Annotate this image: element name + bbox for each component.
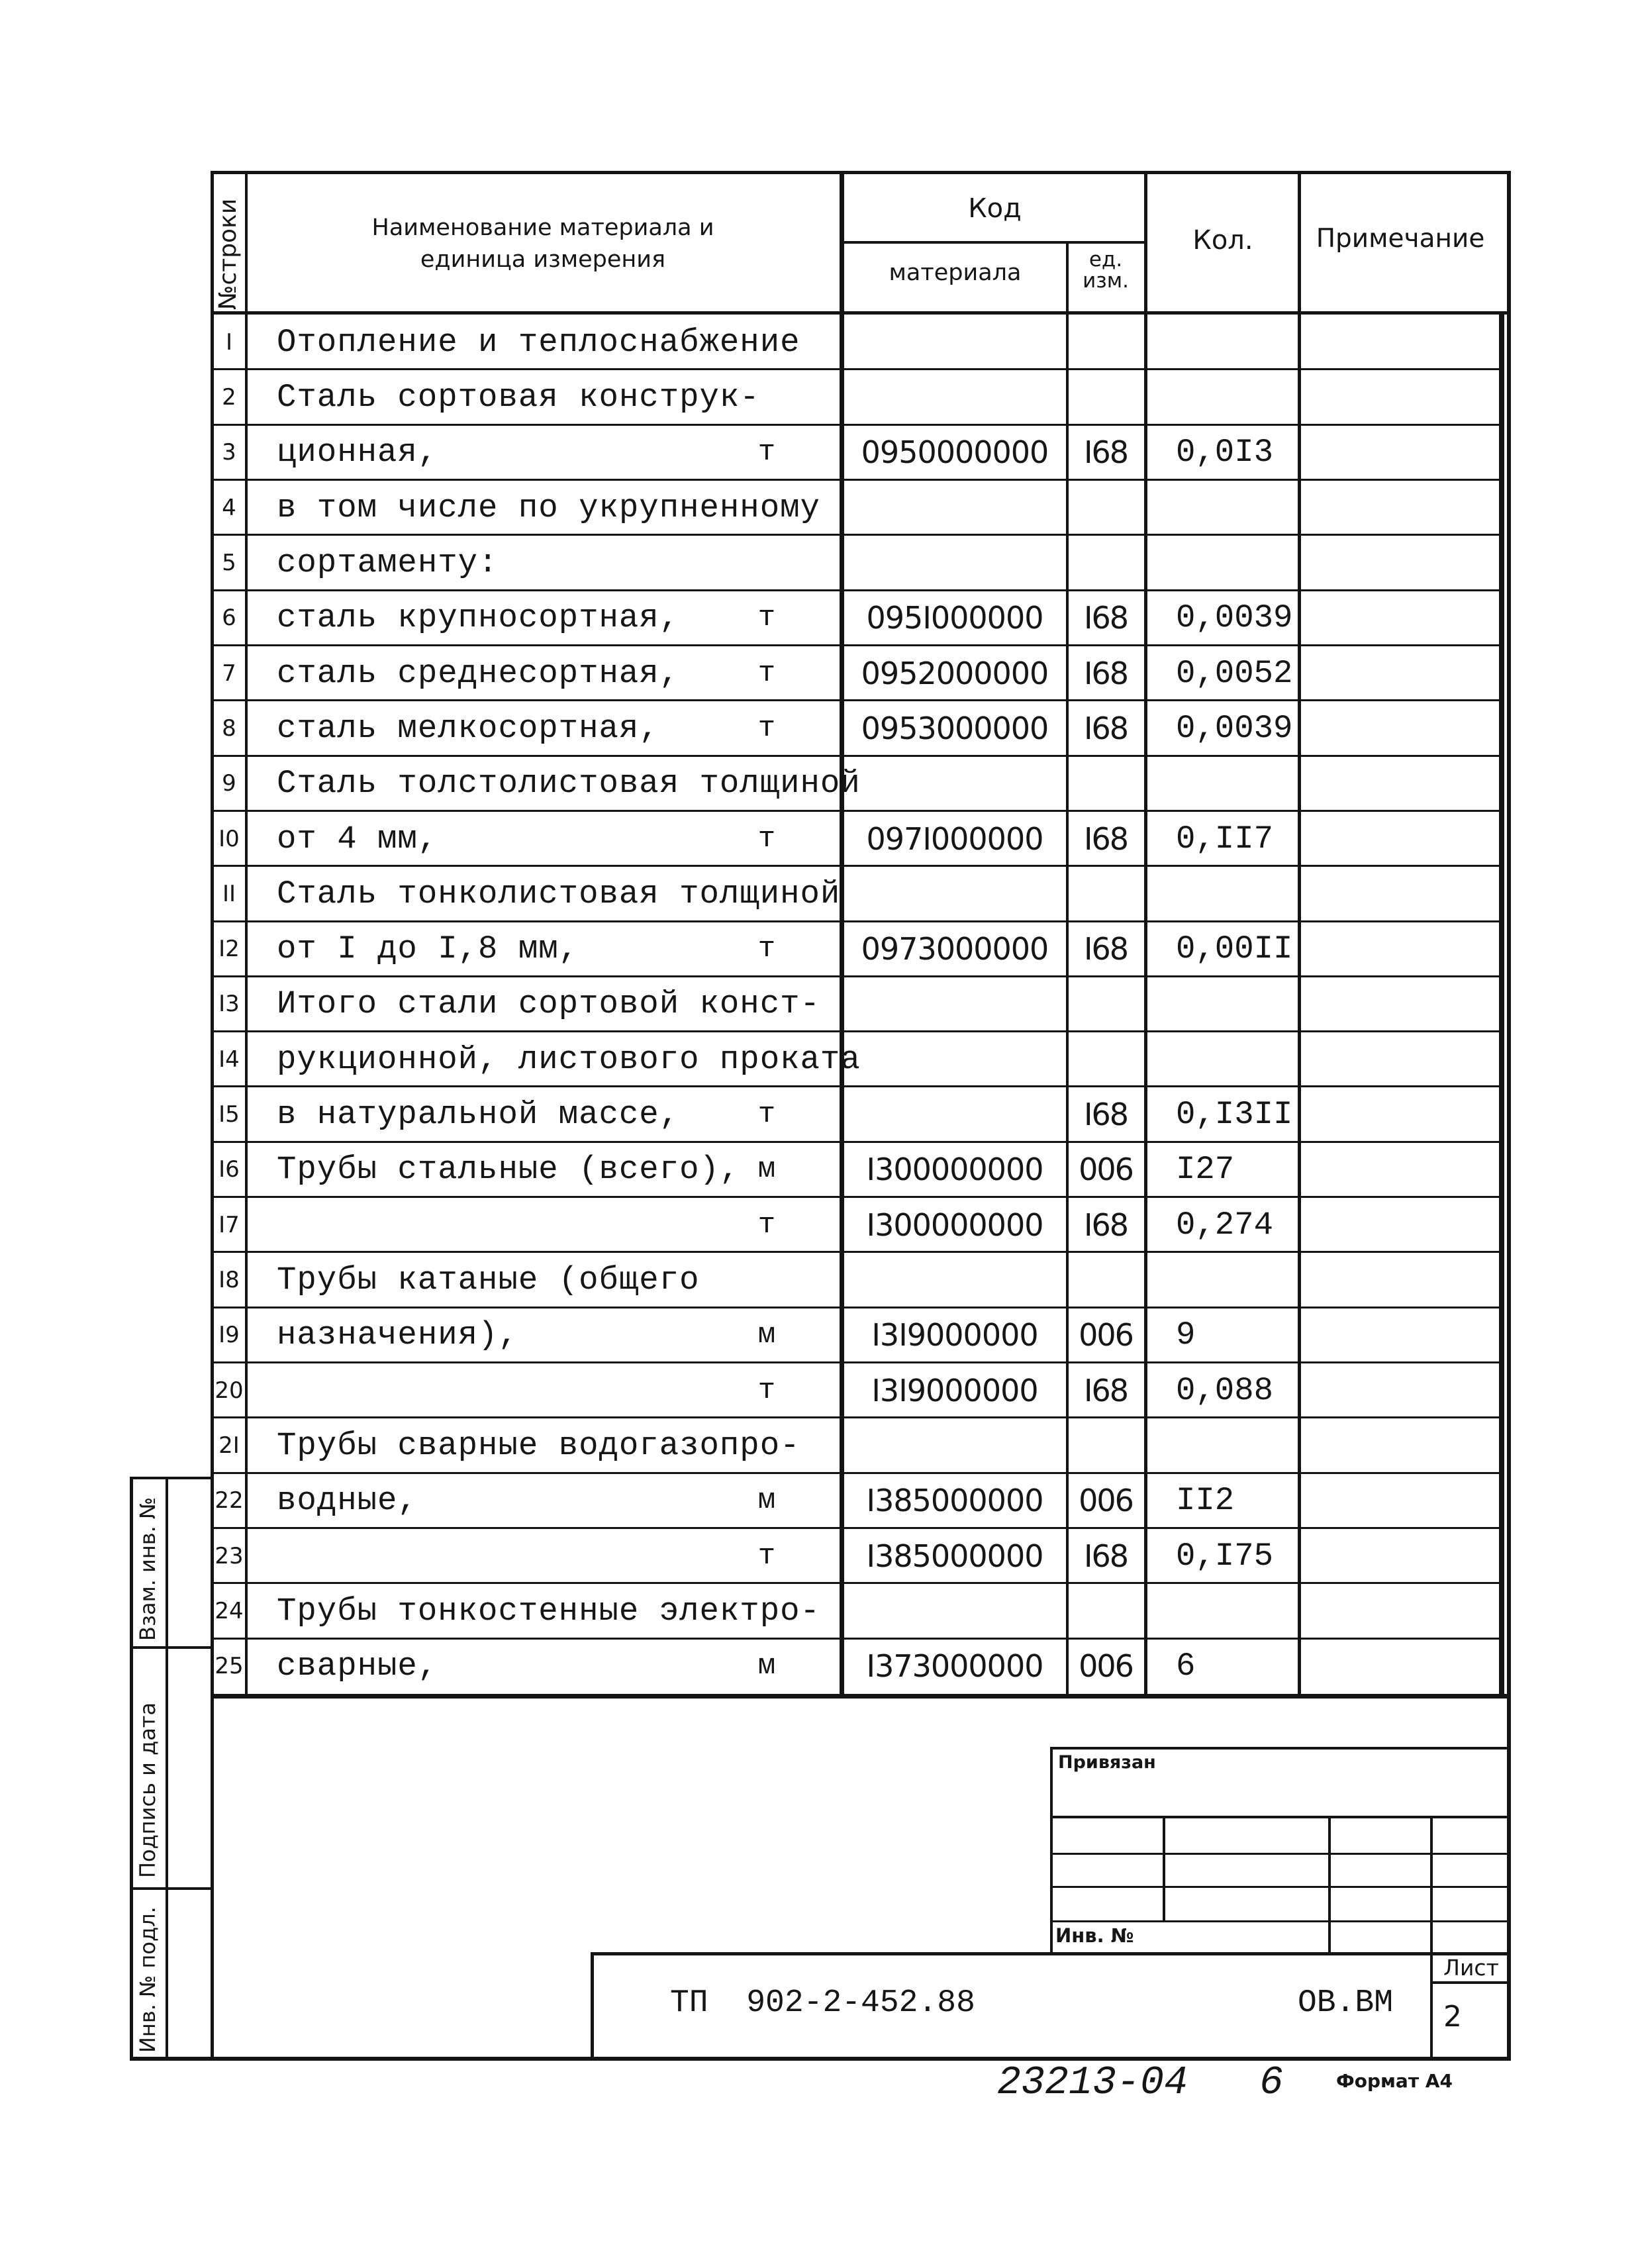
- material-name: [277, 1197, 820, 1252]
- material-name: Итого стали сортовой конст-: [277, 985, 820, 1023]
- quantity: [1176, 866, 1302, 921]
- stamp-col-2: [1328, 1816, 1331, 1952]
- material-name: Отопление и теплоснабжение: [277, 323, 800, 361]
- unit-label: [740, 1418, 793, 1473]
- material-code: [842, 1418, 1067, 1473]
- footer-handwritten-number: 23213-04 6: [997, 2061, 1284, 2106]
- material-name: Трубы катаные (общего: [277, 1261, 700, 1299]
- row-number: 6: [222, 605, 236, 632]
- material-name: сталь мелкосортная,: [277, 709, 659, 747]
- quantity: 6: [1176, 1648, 1196, 1685]
- sidebar-inner-line: [166, 1477, 168, 2061]
- row-number: 4: [222, 494, 236, 521]
- stamp-col-1: [1163, 1816, 1165, 1922]
- table-row: [0, 1473, 1642, 1528]
- unit-label: т: [757, 1098, 776, 1132]
- sidebar-inv-podl-label: Инв. № подл.: [135, 1906, 160, 2053]
- unit-label: [740, 1252, 793, 1307]
- quantity: [1176, 480, 1302, 535]
- table-row: [0, 1032, 1642, 1087]
- stamp-doc-code: ТП 902-2-452.88: [670, 1985, 975, 2021]
- unit-code: [1067, 315, 1144, 370]
- footer-format: Формат А4: [1336, 2070, 1453, 2092]
- unit-label: т: [757, 601, 776, 635]
- row-number: 9: [222, 770, 236, 797]
- unit-code: I68: [1083, 1097, 1128, 1133]
- row-number: I7: [218, 1211, 240, 1238]
- row-number: I2: [218, 936, 240, 963]
- unit-label: [740, 866, 793, 921]
- material-name: [277, 1528, 820, 1583]
- material-name: сортаменту:: [277, 544, 499, 581]
- material-code: [842, 315, 1067, 370]
- unit-label: м: [757, 1484, 776, 1518]
- row-number: I3: [218, 991, 240, 1018]
- row-number: I6: [218, 1156, 240, 1183]
- table-row: [0, 1197, 1642, 1252]
- table-row: [0, 756, 1642, 811]
- quantity: 0,0039: [1176, 599, 1293, 637]
- row-number: 20: [215, 1377, 244, 1404]
- stamp-inv-no: Инв. №: [1055, 1924, 1134, 1947]
- unit-code: I68: [1083, 710, 1128, 746]
- table-row: [0, 1528, 1642, 1583]
- material-name: рукционной, листового проката: [277, 1040, 861, 1078]
- stamp-sheet-label: Лист: [1443, 1955, 1499, 1981]
- stamp-mark: ОВ.ВМ: [1298, 1985, 1394, 2021]
- table-row: [0, 646, 1642, 701]
- material-name: Трубы стальные (всего),: [277, 1151, 740, 1189]
- sidebar-left-line: [130, 1477, 133, 2061]
- unit-code: I68: [1083, 820, 1128, 857]
- material-name: от I до I,8 мм,: [277, 930, 579, 968]
- header-code-unit-line2: изм.: [1083, 269, 1129, 293]
- stamp-sheet-sep: [1430, 1981, 1511, 1984]
- unit-label: [740, 535, 793, 590]
- header-name-line1: Наименование материала и: [371, 215, 714, 241]
- quantity: II2: [1176, 1482, 1235, 1520]
- sidebar-vzam-label: Взам. инв. №: [135, 1497, 160, 1641]
- row-number: I: [225, 328, 233, 356]
- material-code: [842, 1087, 1067, 1142]
- quantity: [1176, 315, 1302, 370]
- unit-label: т: [757, 656, 776, 690]
- header-note: Примечание: [1316, 224, 1485, 254]
- material-code: I3I9000000: [871, 1317, 1038, 1354]
- material-name: в том числе по укрупненному: [277, 489, 820, 526]
- material-code: [842, 1032, 1067, 1087]
- material-name: Трубы тонкостенные электро-: [277, 1593, 820, 1630]
- material-code: I373000000: [866, 1648, 1043, 1685]
- material-name: водные,: [277, 1482, 418, 1520]
- material-code: I3I9000000: [871, 1372, 1038, 1408]
- unit-code: 006: [1079, 1317, 1133, 1354]
- row-number: I4: [218, 1046, 240, 1073]
- material-code: I385000000: [866, 1483, 1043, 1519]
- material-name: сварные,: [277, 1648, 438, 1685]
- material-name: назначения),: [277, 1316, 518, 1354]
- quantity: I27: [1176, 1151, 1235, 1189]
- quantity: 0,274: [1176, 1206, 1274, 1244]
- quantity: [1176, 370, 1302, 424]
- unit-code: [1067, 535, 1144, 590]
- table-row: [0, 315, 1642, 370]
- unit-code: I68: [1083, 1207, 1128, 1243]
- quantity: [1176, 977, 1302, 1032]
- header-qty: Кол.: [1192, 225, 1253, 256]
- quantity: 0,I75: [1176, 1537, 1274, 1575]
- stamp-top-line: [1050, 1747, 1511, 1750]
- quantity: 0,0039: [1176, 709, 1293, 747]
- unit-label: м: [757, 1650, 776, 1683]
- material-name: Сталь тонколистовая толщиной: [277, 875, 841, 912]
- unit-label: т: [757, 1208, 776, 1242]
- row-number: 8: [222, 715, 236, 742]
- unit-code: [1067, 756, 1144, 811]
- quantity: [1176, 1252, 1302, 1307]
- header-code: Код: [968, 193, 1022, 224]
- table-row: [0, 591, 1642, 646]
- table-row: [0, 370, 1642, 424]
- quantity: 0,00II: [1176, 930, 1293, 968]
- unit-code: I68: [1083, 434, 1128, 471]
- stamp-sep-2: [1050, 1853, 1511, 1855]
- unit-code: [1067, 370, 1144, 424]
- material-code: [842, 1583, 1067, 1638]
- material-name: [277, 1363, 820, 1418]
- table-row: [0, 1639, 1642, 1694]
- unit-code: I68: [1083, 1372, 1128, 1408]
- unit-code: [1067, 977, 1144, 1032]
- unit-code: I68: [1083, 655, 1128, 691]
- quantity: [1176, 1418, 1302, 1473]
- unit-label: [740, 977, 793, 1032]
- row-number: II: [222, 880, 236, 907]
- unit-code: [1067, 480, 1144, 535]
- unit-code: [1067, 1583, 1144, 1638]
- material-code: [842, 866, 1067, 921]
- sidebar-top-line: [130, 1477, 213, 1479]
- header-code-material: материала: [889, 260, 1022, 286]
- material-code: 0973000000: [861, 931, 1049, 967]
- unit-label: т: [757, 1373, 776, 1407]
- table-row: [0, 480, 1642, 535]
- unit-label: [740, 1032, 793, 1087]
- unit-label: [740, 370, 793, 424]
- sidebar-sep-1: [130, 1646, 213, 1649]
- material-name: ционная,: [277, 434, 438, 471]
- unit-label: м: [757, 1318, 776, 1352]
- material-code: [842, 535, 1067, 590]
- row-number: 7: [222, 660, 236, 687]
- quantity: 0,0I3: [1176, 434, 1274, 471]
- material-code: [842, 977, 1067, 1032]
- stamp-sheet-number: 2: [1443, 2000, 1462, 2034]
- unit-code: [1067, 1418, 1144, 1473]
- unit-label: т: [757, 436, 776, 469]
- unit-label: т: [757, 711, 776, 745]
- table-row: [0, 1363, 1642, 1418]
- table-row: [0, 811, 1642, 866]
- material-name: Сталь сортовая конструк-: [277, 378, 760, 416]
- stamp-sep-1: [1050, 1816, 1511, 1818]
- material-code: I300000000: [866, 1207, 1043, 1243]
- row-number: 24: [215, 1598, 244, 1625]
- row-number: 23: [215, 1542, 244, 1569]
- table-row: [0, 922, 1642, 977]
- unit-label: [740, 756, 793, 811]
- unit-label: [740, 1583, 793, 1638]
- row-number: I8: [218, 1267, 240, 1294]
- unit-code: 006: [1079, 1152, 1133, 1188]
- table-row: [0, 425, 1642, 480]
- sidebar-sep-2: [130, 1887, 213, 1890]
- quantity: 9: [1176, 1316, 1196, 1354]
- quantity: [1176, 1583, 1302, 1638]
- unit-label: т: [757, 1539, 776, 1573]
- quantity: 0,II7: [1176, 820, 1274, 858]
- table-row: [0, 535, 1642, 590]
- table-row: [0, 1583, 1642, 1638]
- frame-top-line: [211, 171, 1511, 174]
- material-code: 0952000000: [861, 655, 1049, 691]
- material-code: [842, 480, 1067, 535]
- material-code: I385000000: [866, 1538, 1043, 1574]
- unit-label: [740, 480, 793, 535]
- material-name: Сталь толстолистовая толщиной: [277, 765, 861, 803]
- material-name: от 4 мм,: [277, 820, 438, 858]
- sidebar-podpis-label: Подпись и дата: [135, 1702, 160, 1878]
- unit-code: I68: [1083, 600, 1128, 636]
- stamp-main-top: [591, 1952, 1511, 1955]
- quantity: [1176, 756, 1302, 811]
- code-subheader-line: [840, 241, 1145, 244]
- row-number: 25: [215, 1653, 244, 1680]
- frame-bottom-line: [130, 2057, 1511, 2061]
- material-code: 0950000000: [861, 434, 1049, 471]
- stamp-main-left: [591, 1952, 594, 2061]
- row-number: I5: [218, 1101, 240, 1128]
- row-number: 3: [222, 439, 236, 466]
- material-code: 0953000000: [861, 710, 1049, 746]
- unit-code: I68: [1083, 931, 1128, 967]
- material-code: [842, 1252, 1067, 1307]
- table-row: [0, 1308, 1642, 1363]
- quantity: 0,I3II: [1176, 1096, 1293, 1134]
- table-row: [0, 1418, 1642, 1473]
- unit-label: [740, 315, 793, 370]
- unit-code: [1067, 1032, 1144, 1087]
- row-number: 22: [215, 1487, 244, 1514]
- table-row: [0, 1252, 1642, 1307]
- material-name: сталь среднесортная,: [277, 654, 680, 692]
- unit-label: т: [757, 932, 776, 966]
- row-number: 5: [222, 549, 236, 576]
- row-number: I9: [218, 1322, 240, 1349]
- row-number: 2: [222, 383, 236, 411]
- stamp-privyazan: Привязан: [1058, 1752, 1156, 1773]
- table-row: [0, 1087, 1642, 1142]
- table-row: [0, 866, 1642, 921]
- row-number: I0: [218, 825, 240, 852]
- unit-code: [1067, 866, 1144, 921]
- unit-code: [1067, 1252, 1144, 1307]
- material-code: 097I000000: [866, 820, 1043, 857]
- stamp-sep-4: [1050, 1920, 1511, 1922]
- quantity: 0,0052: [1176, 654, 1293, 692]
- table-row: [0, 1142, 1642, 1197]
- unit-code: 006: [1079, 1483, 1133, 1519]
- unit-code: I68: [1083, 1538, 1128, 1574]
- stamp-sep-3: [1050, 1886, 1511, 1888]
- unit-label: т: [757, 822, 776, 856]
- body-bottom-line: [211, 1694, 1511, 1699]
- material-name: в натуральной массе,: [277, 1096, 680, 1134]
- material-code: [842, 756, 1067, 811]
- material-name: Трубы сварные водогазопро-: [277, 1427, 800, 1465]
- stamp-col-3: [1430, 1816, 1433, 2061]
- unit-code: 006: [1079, 1648, 1133, 1685]
- header-code-unit-line1: ед.: [1088, 248, 1123, 271]
- material-code: 095I000000: [866, 600, 1043, 636]
- header-row-number: №строки: [215, 198, 242, 310]
- material-name: сталь крупносортная,: [277, 599, 680, 637]
- row-number: 2I: [218, 1432, 240, 1459]
- table-row: [0, 701, 1642, 756]
- material-code: [842, 370, 1067, 424]
- unit-label: м: [757, 1153, 776, 1187]
- material-code: I300000000: [866, 1152, 1043, 1188]
- quantity: 0,088: [1176, 1371, 1274, 1409]
- header-name-line2: единица измерения: [420, 246, 666, 273]
- table-row: [0, 977, 1642, 1032]
- quantity: [1176, 1032, 1302, 1087]
- quantity: [1176, 535, 1302, 590]
